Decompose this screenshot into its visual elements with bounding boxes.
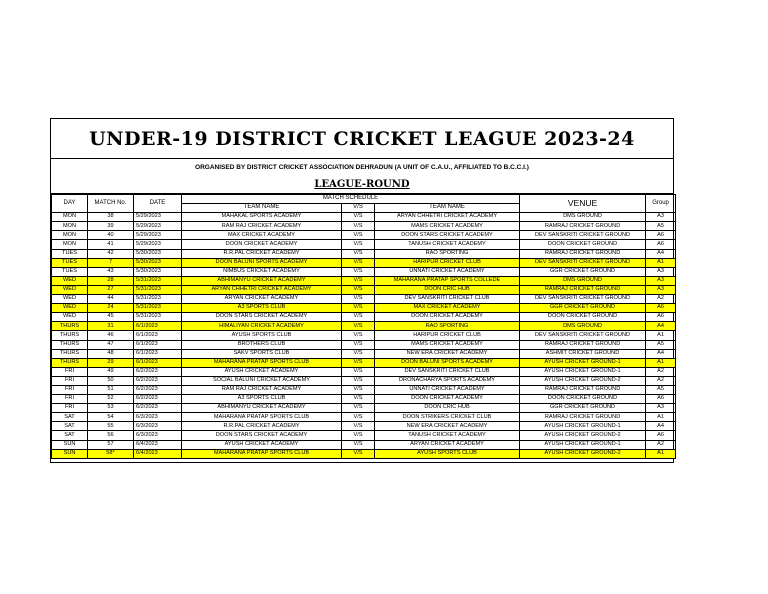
cell-venue: DEV SANSKRITI CRICKET GROUND xyxy=(520,331,646,340)
col-group: Group xyxy=(646,195,676,213)
cell-team-2: TANUSH CRICKET ACADEMY xyxy=(375,240,520,249)
table-row xyxy=(52,385,676,394)
cell-vs: V/S xyxy=(342,358,375,367)
cell-date: 5/31/2023 xyxy=(134,313,182,322)
cell-team-1: MAHARANA PRATAP SPORTS CLUB xyxy=(182,358,342,367)
cell-venue: AYUSH CRICKET GROUND-1 xyxy=(520,440,646,449)
cell-match-no: 28 xyxy=(88,276,134,285)
cell-date: 6/2/2023 xyxy=(134,385,182,394)
cell-team-1: DOON STARS CRICKET ACADEMY xyxy=(182,431,342,440)
cell-team-1: RAM RAJ CRICKET ACADEMY xyxy=(182,385,342,394)
cell-match-no: 54 xyxy=(88,413,134,422)
cell-team-1: NIMBUS CRICKET ACADEMY xyxy=(182,267,342,276)
cell-team-2: DOON CRICKET ACADEMY xyxy=(375,313,520,322)
cell-team-1: DOON BALUNI SPORTS ACADEMY xyxy=(182,258,342,267)
cell-match-no: 55 xyxy=(88,422,134,431)
cell-match-no: 56 xyxy=(88,431,134,440)
cell-day: MON xyxy=(52,240,88,249)
cell-vs: V/S xyxy=(342,349,375,358)
cell-date: 6/1/2023 xyxy=(134,349,182,358)
table-row xyxy=(52,367,676,376)
cell-group: A6 xyxy=(646,231,676,240)
table-row xyxy=(52,304,676,313)
schedule-body xyxy=(52,213,676,459)
col-match-schedule: MATCH SCHEDULE xyxy=(182,195,520,204)
cell-team-2: DOON CRIC HUB xyxy=(375,285,520,294)
cell-match-no: 31 xyxy=(88,322,134,331)
cell-day: TUES xyxy=(52,249,88,258)
cell-venue: GGR CRICKET GROUND xyxy=(520,404,646,413)
cell-match-no: 39 xyxy=(88,222,134,231)
cell-date: 6/2/2023 xyxy=(134,376,182,385)
cell-date: 6/1/2023 xyxy=(134,331,182,340)
cell-team-2: DOON STARS CRICKET ACADEMY xyxy=(375,231,520,240)
cell-vs: V/S xyxy=(342,404,375,413)
cell-day: THURS xyxy=(52,349,88,358)
cell-match-no: 24 xyxy=(88,304,134,313)
cell-group: A1 xyxy=(646,449,676,458)
cell-date: 6/2/2023 xyxy=(134,404,182,413)
cell-vs: V/S xyxy=(342,249,375,258)
cell-date: 6/3/2023 xyxy=(134,422,182,431)
cell-team-2: DOON STRIKERS CRICKET CLUB xyxy=(375,413,520,422)
cell-venue: DEV SANSKRITI CRICKET GROUND xyxy=(520,258,646,267)
cell-date: 5/31/2023 xyxy=(134,295,182,304)
cell-venue: DMS GROUND xyxy=(520,276,646,285)
cell-vs: V/S xyxy=(342,213,375,222)
cell-vs: V/S xyxy=(342,413,375,422)
cell-group: A1 xyxy=(646,258,676,267)
cell-match-no: 27 xyxy=(88,285,134,294)
cell-team-2: NEW ERA CRICKET ACADEMY xyxy=(375,349,520,358)
cell-day: FRI xyxy=(52,367,88,376)
cell-day: THURS xyxy=(52,331,88,340)
organiser-line: ORGANISED BY DISTRICT CRICKET ASSOCIATION DEHRADUN (A UNIT OF C.A.U., AFFILIATED TO B.C.C.I.) xyxy=(195,163,529,171)
table-row xyxy=(52,358,676,367)
table-row xyxy=(52,404,676,413)
cell-date: 5/31/2023 xyxy=(134,304,182,313)
cell-day: MON xyxy=(52,213,88,222)
cell-day: WED xyxy=(52,304,88,313)
cell-match-no: 51 xyxy=(88,385,134,394)
cell-date: 6/2/2023 xyxy=(134,395,182,404)
cell-vs: V/S xyxy=(342,449,375,458)
cell-team-2: MAMS CRICKET ACADEMY xyxy=(375,340,520,349)
table-row xyxy=(52,376,676,385)
cell-date: 6/1/2023 xyxy=(134,340,182,349)
cell-team-2: DEV SANSKRITI CRICKET CLUB xyxy=(375,367,520,376)
cell-team-2: DOON CRICKET ACADEMY xyxy=(375,395,520,404)
cell-vs: V/S xyxy=(342,231,375,240)
cell-group: A4 xyxy=(646,349,676,358)
cell-day: SUN xyxy=(52,440,88,449)
cell-team-2: DOON BALUNI SPORTS ACADEMY xyxy=(375,358,520,367)
cell-vs: V/S xyxy=(342,267,375,276)
schedule-table xyxy=(51,194,676,459)
cell-venue: AYUSH CRICKET GROUND-2 xyxy=(520,431,646,440)
cell-venue: AYUSH CRICKET GROUND-2 xyxy=(520,449,646,458)
cell-team-1: AYUSH CRICKET ACADEMY xyxy=(182,440,342,449)
cell-date: 5/29/2023 xyxy=(134,240,182,249)
cell-day: THURS xyxy=(52,322,88,331)
cell-venue: RAMRAJ CRICKET GROUND xyxy=(520,222,646,231)
cell-match-no: 41 xyxy=(88,240,134,249)
table-row xyxy=(52,249,676,258)
table-row xyxy=(52,449,676,458)
cell-venue: GGR CRICKET GROUND xyxy=(520,267,646,276)
cell-team-1: MAX CRICKET ACADEMY xyxy=(182,231,342,240)
cell-vs: V/S xyxy=(342,322,375,331)
table-row xyxy=(52,440,676,449)
cell-match-no: 45 xyxy=(88,313,134,322)
cell-team-2: ARYAN CHHETRI CRICKET ACADEMY xyxy=(375,213,520,222)
page-title: UNDER-19 DISTRICT CRICKET LEAGUE 2023-24 xyxy=(51,119,673,159)
table-row xyxy=(52,276,676,285)
table-row xyxy=(52,431,676,440)
cell-day: THURS xyxy=(52,358,88,367)
cell-group: A2 xyxy=(646,440,676,449)
cell-group: A2 xyxy=(646,367,676,376)
cell-date: 5/31/2023 xyxy=(134,285,182,294)
cell-team-1: DOON CRICKET ACADEMY xyxy=(182,240,342,249)
cell-venue: ASHMIT CRICKET GROUND xyxy=(520,349,646,358)
cell-venue: RAMRAJ CRICKET GROUND xyxy=(520,385,646,394)
col-venue: VENUE xyxy=(520,195,646,213)
table-row xyxy=(52,295,676,304)
cell-team-1: ARYAN CHHETRI CRICKET ACADEMY xyxy=(182,285,342,294)
cell-date: 5/30/2023 xyxy=(134,249,182,258)
cell-group: A6 xyxy=(646,431,676,440)
cell-match-no: 52 xyxy=(88,395,134,404)
cell-group: A4 xyxy=(646,322,676,331)
cell-match-no: 44 xyxy=(88,295,134,304)
cell-day: SUN xyxy=(52,449,88,458)
cell-date: 6/3/2023 xyxy=(134,413,182,422)
cell-day: SAT xyxy=(52,413,88,422)
col-date: DATE xyxy=(134,195,182,213)
schedule-sheet xyxy=(50,118,674,463)
cell-day: SAT xyxy=(52,431,88,440)
cell-group: A1 xyxy=(646,358,676,367)
cell-date: 5/30/2023 xyxy=(134,267,182,276)
cell-venue: RAMRAJ CRICKET GROUND xyxy=(520,285,646,294)
cell-team-1: RAM RAJ CRICKET ACADEMY xyxy=(182,222,342,231)
cell-match-no: 49 xyxy=(88,367,134,376)
table-row xyxy=(52,231,676,240)
cell-vs: V/S xyxy=(342,395,375,404)
cell-team-1: ABHIMANYU CRICKET ACADEMY xyxy=(182,276,342,285)
cell-day: THURS xyxy=(52,340,88,349)
cell-day: TUES xyxy=(52,267,88,276)
cell-venue: DOON CRICKET GROUND xyxy=(520,395,646,404)
cell-match-no: 40 xyxy=(88,231,134,240)
cell-vs: V/S xyxy=(342,385,375,394)
cell-team-1: A3 SPORTS CLUB xyxy=(182,395,342,404)
cell-vs: V/S xyxy=(342,422,375,431)
table-row xyxy=(52,267,676,276)
cell-day: FRI xyxy=(52,395,88,404)
col-match-no: MATCH No. xyxy=(88,195,134,213)
cell-team-1: SOCIAL BALUNI CRICKET ACADEMY xyxy=(182,376,342,385)
cell-date: 6/3/2023 xyxy=(134,431,182,440)
table-row xyxy=(52,285,676,294)
cell-team-2: RAO SPORTING xyxy=(375,249,520,258)
cell-day: TUES xyxy=(52,258,88,267)
table-row xyxy=(52,340,676,349)
cell-team-1: HIMALIYAN CRICKET ACADEMY xyxy=(182,322,342,331)
cell-team-1: R.R.PAL CRICKET ACADEMY xyxy=(182,422,342,431)
cell-team-2: NEW ERA CRICKET ACADEMY xyxy=(375,422,520,431)
cell-vs: V/S xyxy=(342,258,375,267)
cell-date: 5/29/2023 xyxy=(134,222,182,231)
table-row xyxy=(52,331,676,340)
cell-group: A6 xyxy=(646,395,676,404)
cell-team-2: DEV SANSKRITI CRICKET CLUB xyxy=(375,295,520,304)
cell-group: A6 xyxy=(646,313,676,322)
cell-venue: DMS GROUND xyxy=(520,213,646,222)
cell-match-no: 58* xyxy=(88,449,134,458)
cell-date: 6/2/2023 xyxy=(134,367,182,376)
cell-team-2: HARIPUR CRICKET CLUB xyxy=(375,258,520,267)
cell-vs: V/S xyxy=(342,313,375,322)
cell-vs: V/S xyxy=(342,240,375,249)
cell-team-2: UNNATI CRICKET ACADEMY xyxy=(375,267,520,276)
cell-team-2: HARIPUR CRICKET CLUB xyxy=(375,331,520,340)
cell-vs: V/S xyxy=(342,304,375,313)
cell-venue: RAMRAJ CRICKET GROUND xyxy=(520,249,646,258)
table-row xyxy=(52,422,676,431)
cell-group: A2 xyxy=(646,376,676,385)
cell-group: A6 xyxy=(646,240,676,249)
cell-match-no: 38 xyxy=(88,213,134,222)
cell-venue: DEV SANSKRITI CRICKET GROUND xyxy=(520,295,646,304)
cell-group: A3 xyxy=(646,267,676,276)
cell-day: FRI xyxy=(52,376,88,385)
cell-vs: V/S xyxy=(342,431,375,440)
cell-match-no: 29 xyxy=(88,358,134,367)
cell-date: 5/31/2023 xyxy=(134,276,182,285)
cell-match-no: 46 xyxy=(88,331,134,340)
cell-group: A3 xyxy=(646,285,676,294)
cell-group: A5 xyxy=(646,222,676,231)
cell-group: A3 xyxy=(646,276,676,285)
cell-team-2: MAHARANA PRATAP SPORTS COLLEDE xyxy=(375,276,520,285)
cell-date: 6/1/2023 xyxy=(134,358,182,367)
cell-team-1: ABHIMANYU CRICKET ACADEMY xyxy=(182,404,342,413)
cell-vs: V/S xyxy=(342,440,375,449)
cell-group: A1 xyxy=(646,331,676,340)
cell-match-no: 53 xyxy=(88,404,134,413)
cell-group: A4 xyxy=(646,249,676,258)
cell-team-2: AYUSH SPORTS CLUB xyxy=(375,449,520,458)
cell-team-2: DOON CRIC HUB xyxy=(375,404,520,413)
cell-team-1: A3 SPORTS CLUB xyxy=(182,304,342,313)
col-team-name-2: TEAM NAME xyxy=(375,204,520,213)
table-row xyxy=(52,349,676,358)
cell-day: MON xyxy=(52,222,88,231)
cell-match-no: 47 xyxy=(88,340,134,349)
cell-vs: V/S xyxy=(342,295,375,304)
cell-day: WED xyxy=(52,285,88,294)
cell-vs: V/S xyxy=(342,331,375,340)
cell-match-no: 48 xyxy=(88,349,134,358)
cell-vs: V/S xyxy=(342,367,375,376)
cell-day: MON xyxy=(52,231,88,240)
cell-venue: DEV SANSKRITI CRICKET GROUND xyxy=(520,231,646,240)
cell-vs: V/S xyxy=(342,285,375,294)
cell-day: SAT xyxy=(52,422,88,431)
cell-date: 5/29/2023 xyxy=(134,213,182,222)
cell-team-1: AYUSH CRICKET ACADEMY xyxy=(182,367,342,376)
cell-date: 5/29/2023 xyxy=(134,231,182,240)
table-row xyxy=(52,258,676,267)
header-row-1 xyxy=(52,195,676,204)
cell-team-2: MAX CRICKET ACADEMY xyxy=(375,304,520,313)
cell-team-1: MAHARANA PRATAP SPORTS CLUB xyxy=(182,449,342,458)
cell-team-1: MAHAKAL SPORTS ACADEMY xyxy=(182,213,342,222)
cell-day: FRI xyxy=(52,404,88,413)
cell-venue: AYUSH CRICKET GROUND-1 xyxy=(520,367,646,376)
cell-venue: DMS GROUND xyxy=(520,322,646,331)
cell-date: 6/1/2023 xyxy=(134,322,182,331)
cell-group: A2 xyxy=(646,295,676,304)
cell-venue: RAMRAJ CRICKET GROUND xyxy=(520,340,646,349)
cell-team-1: MAHARANA PRATAP SPORTS CLUB xyxy=(182,413,342,422)
cell-venue: AYUSH CRICKET GROUND-2 xyxy=(520,376,646,385)
cell-venue: DOON CRICKET GROUND xyxy=(520,240,646,249)
cell-day: WED xyxy=(52,295,88,304)
col-day: DAY xyxy=(52,195,88,213)
cell-team-2: ARYAN CRICKET ACADEMY xyxy=(375,440,520,449)
cell-group: A1 xyxy=(646,413,676,422)
table-row xyxy=(52,322,676,331)
cell-team-2: TANUSH CRICKET ACADEMY xyxy=(375,431,520,440)
cell-day: WED xyxy=(52,276,88,285)
table-row xyxy=(52,413,676,422)
cell-match-no: 7 xyxy=(88,258,134,267)
cell-team-1: R.R.PAL CRICKET ACADEMY xyxy=(182,249,342,258)
cell-match-no: 43 xyxy=(88,267,134,276)
league-round-heading: LEAGUE-ROUND xyxy=(51,175,673,194)
cell-vs: V/S xyxy=(342,376,375,385)
cell-date: 6/4/2023 xyxy=(134,449,182,458)
cell-group: A3 xyxy=(646,213,676,222)
cell-team-1: ARYAN CRICKET ACADEMY xyxy=(182,295,342,304)
col-team-name-1: TEAM NAME xyxy=(182,204,342,213)
cell-date: 6/4/2023 xyxy=(134,440,182,449)
table-row xyxy=(52,313,676,322)
cell-date: 5/30/2023 xyxy=(134,258,182,267)
table-row xyxy=(52,240,676,249)
cell-team-1: SAKV SPORTS CLUB xyxy=(182,349,342,358)
col-vs: V/S xyxy=(342,204,375,213)
cell-day: WED xyxy=(52,313,88,322)
cell-vs: V/S xyxy=(342,276,375,285)
cell-group: A5 xyxy=(646,385,676,394)
cell-vs: V/S xyxy=(342,222,375,231)
table-row xyxy=(52,395,676,404)
cell-venue: DOON CRICKET GROUND xyxy=(520,313,646,322)
cell-venue: AYUSH CRICKET GROUND-1 xyxy=(520,358,646,367)
cell-team-2: UNNATI CRICKET ACADEMY xyxy=(375,385,520,394)
cell-team-2: RAO SPORTING xyxy=(375,322,520,331)
cell-group: A6 xyxy=(646,304,676,313)
cell-venue: AYUSH CRICKET GROUND-1 xyxy=(520,422,646,431)
cell-team-2: MAMS CRICKET ACADEMY xyxy=(375,222,520,231)
cell-match-no: 57 xyxy=(88,440,134,449)
cell-match-no: 50 xyxy=(88,376,134,385)
cell-venue: RAMRAJ CRICKET GROUND xyxy=(520,413,646,422)
cell-group: A5 xyxy=(646,340,676,349)
cell-team-2: DRONACHARYA SPORTS ACADEMY xyxy=(375,376,520,385)
cell-day: FRI xyxy=(52,385,88,394)
cell-group: A3 xyxy=(646,404,676,413)
cell-team-1: BROTHERS CLUB xyxy=(182,340,342,349)
table-row xyxy=(52,213,676,222)
cell-match-no: 42 xyxy=(88,249,134,258)
cell-team-1: DOON STARS CRICKET ACADEMY xyxy=(182,313,342,322)
cell-group: A4 xyxy=(646,422,676,431)
table-row xyxy=(52,222,676,231)
cell-team-1: AYUSH SPORTS CLUB xyxy=(182,331,342,340)
cell-vs: V/S xyxy=(342,340,375,349)
cell-venue: GGR CRICKET GROUND xyxy=(520,304,646,313)
